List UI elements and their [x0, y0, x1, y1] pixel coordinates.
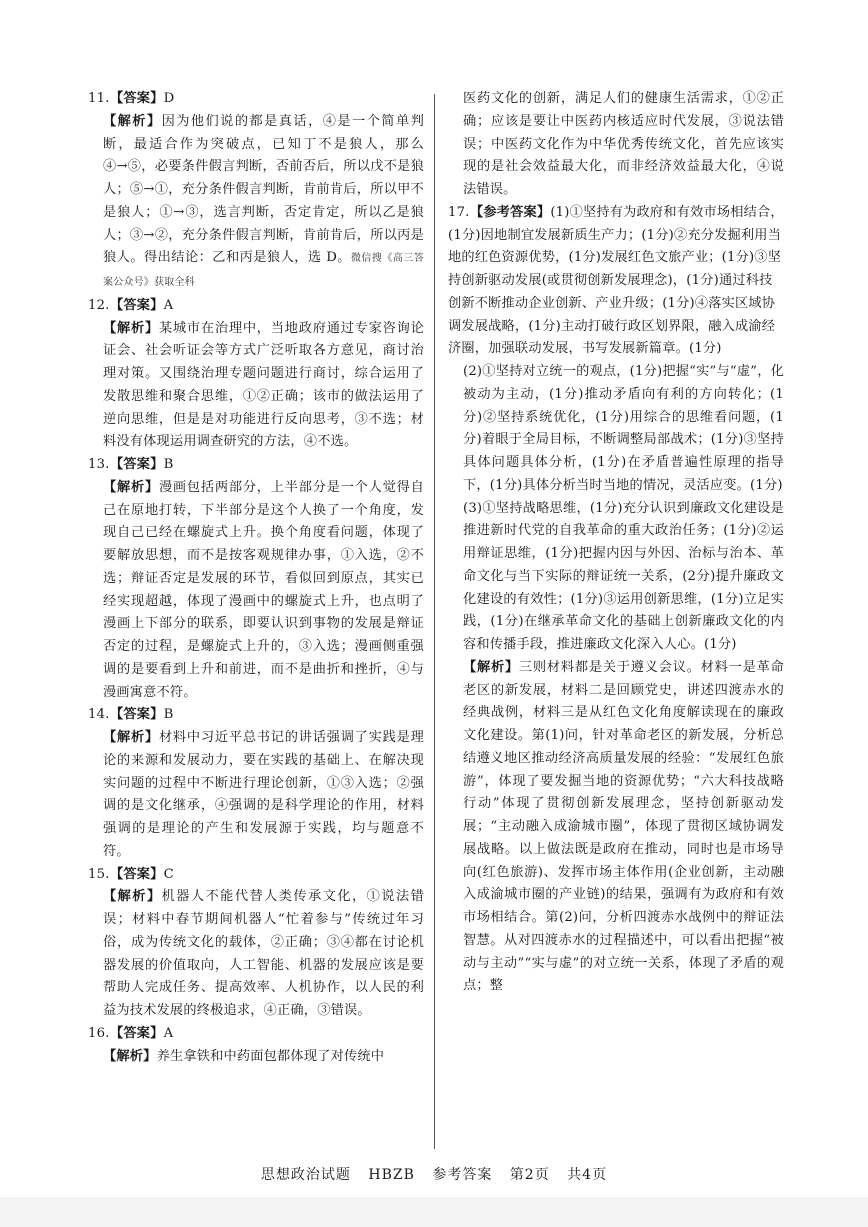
question-16-continued: 医药文化的创新，满足人们的健康生活需求，①②正确；应该是要让中医药内核适应时代发展，③说法错误；中医药文化作为中华优秀传统文化，首先应该实现的是社会效益最大化，而非经济效益最大化，④说法错误。: [463, 91, 784, 197]
answer-value: A: [163, 1025, 174, 1041]
explanation: 【解析】因为他们说的都是真话，④是一个简单判断，最适合作为突破点，已知丁不是狼人，那么④→⑤，必要条件假言判断，否前否后，所以戊不是狼人；⑤→①，充分条件假言判断，肯前肯后，所以甲不是狼人；①→③，选言判断，否定肯定，所以乙是狼人；③→②，充分条件假言判断，肯前肯后，所以丙是狼人。得出结论：乙和丙是狼人，选 D。微信搜《高三答案公众号》获取全科: [103, 113, 424, 288]
column-divider: [434, 94, 435, 1149]
footer-subject: 思想政治试题: [260, 1167, 351, 1183]
question-number: 13.: [88, 457, 110, 472]
question-13: [88, 454, 424, 704]
explanation: 【解析】机器人不能代替人类传承文化，①说法错误；材料中春节期间机器人“忙着参与”传统过年习俗，成为传统文化的载体，②正确；③④都在讨论机器发展的价值取向，人工智能、机器的发展应该是要帮助人完成任务、提高效率、人机协作，以人民的利益为技术发展的终极追求，④正确，③错误。: [103, 889, 424, 1018]
question-number: 12.: [88, 297, 110, 313]
right-column: [448, 88, 784, 998]
answer-value: A: [163, 297, 174, 313]
answer-label: 【答案】: [110, 707, 164, 723]
explanation: 【解析】三则材料都是关于遵义会议。材料一是革命老区的新发展，材料二是回顾党史，讲述四渡赤水的经典战例，材料三是从红色文化角度解读现在的廉政文化建设。第(1)问，针对革命老区的新发展，分析总结遵义地区推动经济高质量发展的经验：“发展红色旅游”，体现了要发掘当地的资源优势；“六大科技战略行动”体现了贯彻创新发展理念，坚持创新驱动发展；“主动融入成渝城市圈”，体现了贯彻区域协调发展战略。以上做法既是政府在推动，同时也是市场导向(红色旅游)、发挥市场主体作用(企业创新，主动融入成渝城市圈的产业链)的结果，强调有为政府和有效市场相结合。第(2)问，分析四渡赤水战例中的辩证法智慧。从对四渡赤水的过程描述中，可以看出把握“被动与主动”“实与虚”的对立统一关系，体现了矛盾的观点；整: [463, 659, 784, 994]
bottom-margin: [0, 1197, 868, 1227]
question-number: 11.: [88, 91, 110, 106]
footer-page-number: 第2页: [509, 1167, 550, 1183]
answer-value: C: [163, 866, 174, 882]
explanation: 【解析】某城市在治理中，当地政府通过专家咨询论证会、社会听证会等方式广泛听取各方意见，商讨治理对策。又围绕治理专题问题进行商讨，综合运用了发散思维和聚合思维，①②正确；该市的做法运用了逆向思维，但是是对功能进行反向思考，③不选；材料没有体现运用调查研究的方法，④不选。: [103, 320, 424, 450]
answer-label: 【答案】: [110, 866, 164, 882]
question-12: [88, 295, 424, 454]
answer-part-3: (3)①坚持战略思维，(1分)充分认识到廉政文化建设是推进新时代党的自我革命的重大政治任务；(1分)②运用辩证思维，(1分)把握内因与外因、治标与治本、革命文化与当下实际的辩证统一关系，(2分)提升廉政文化建设的有效性；(1分)③运用创新思维，(1分)立足实践，(1分)在继承革命文化的基础上创新廉政文化的内容和传播手段，推进廉政文化深入人心。(1分): [463, 500, 784, 652]
footer-code: HBZB: [368, 1167, 415, 1183]
watermark-text: 微信搜《高三答案公众号》获取全科: [103, 253, 424, 288]
answer-label: 【答案】: [110, 297, 164, 313]
page-footer: [0, 1164, 868, 1184]
answer-label: 【答案】: [110, 1025, 164, 1041]
question-number: 16.: [88, 1025, 110, 1041]
question-number: 15.: [88, 866, 110, 882]
answer-label: 【答案】: [110, 457, 164, 472]
answer-label: 【答案】: [110, 91, 164, 106]
answer-part-1: (1)①坚持有为政府和有效市场相结合，(1分)因地制宜发展新质生产力；(1分)②充分发掘利用当地的红色资源优势，(1分)发展红色文旅产业；(1分)③坚持创新驱动发展(或贯彻创新发展理念)，(1分)通过科技创新不断推动企业创新、产业升级；(1分)④落实区域协调发展战略，(1分)主动打破行政区划界限，融入成渝经济圈，加强联动发展，书写发展新篇章。(1分): [448, 204, 784, 357]
question-14: [88, 704, 424, 863]
question-17: [448, 202, 784, 998]
question-15: [88, 864, 424, 1023]
answer-value: D: [163, 91, 175, 106]
explanation: 【解析】养生拿铁和中药面包都体现了对传统中: [103, 1048, 385, 1064]
left-column: [88, 88, 424, 1068]
question-11: [88, 88, 424, 295]
answer-label: 【参考答案】: [470, 204, 551, 220]
answer-value: B: [163, 457, 174, 472]
footer-kind: 参考答案: [432, 1167, 493, 1183]
footer-total-pages: 共4页: [567, 1167, 608, 1183]
question-16: [88, 1023, 424, 1069]
answer-value: B: [163, 707, 174, 723]
answer-part-2: (2)①坚持对立统一的观点，(1分)把握“实”与“虚”，化被动为主动，(1分)推动矛盾向有利的方向转化；(1分)②坚持系统优化，(1分)用综合的思维看问题，(1分)着眼于全局目标，不断调整局部战术；(1分)③坚持具体问题具体分析，(1分)在矛盾普遍性原理的指导下，(1分)具体分析当时当地的情况，灵活应变。(1分): [463, 364, 784, 493]
explanation: 【解析】材料中习近平总书记的讲话强调了实践是理论的来源和发展动力，要在实践的基础上、在解决现实问题的过程中不断进行理论创新，①③入选；②强调的是文化继承，④强调的是科学理论的作用，材料强调的是理论的产生和发展源于实践，均与题意不符。: [103, 730, 424, 859]
question-number: 17.: [448, 204, 470, 220]
explanation: 【解析】漫画包括两部分，上半部分是一个人觉得自己在原地打转，下半部分是这个人换了一个角度，发现自己已经在螺旋式上升。换个角度看问题，体现了要解放思想，而不是按客观规律办事，①入选，②不选；辩证否定是发展的环节，看似回到原点，其实已经实现超越，体现了漫画中的螺旋式上升，也点明了漫画上下部分的联系，即要认识到事物的发展是辩证否定的过程，是螺旋式上升的，③入选；漫画侧重强调的是要看到上升和前进，而不是曲折和挫折，④与漫画寓意不符。: [103, 479, 424, 700]
question-number: 14.: [88, 707, 110, 723]
